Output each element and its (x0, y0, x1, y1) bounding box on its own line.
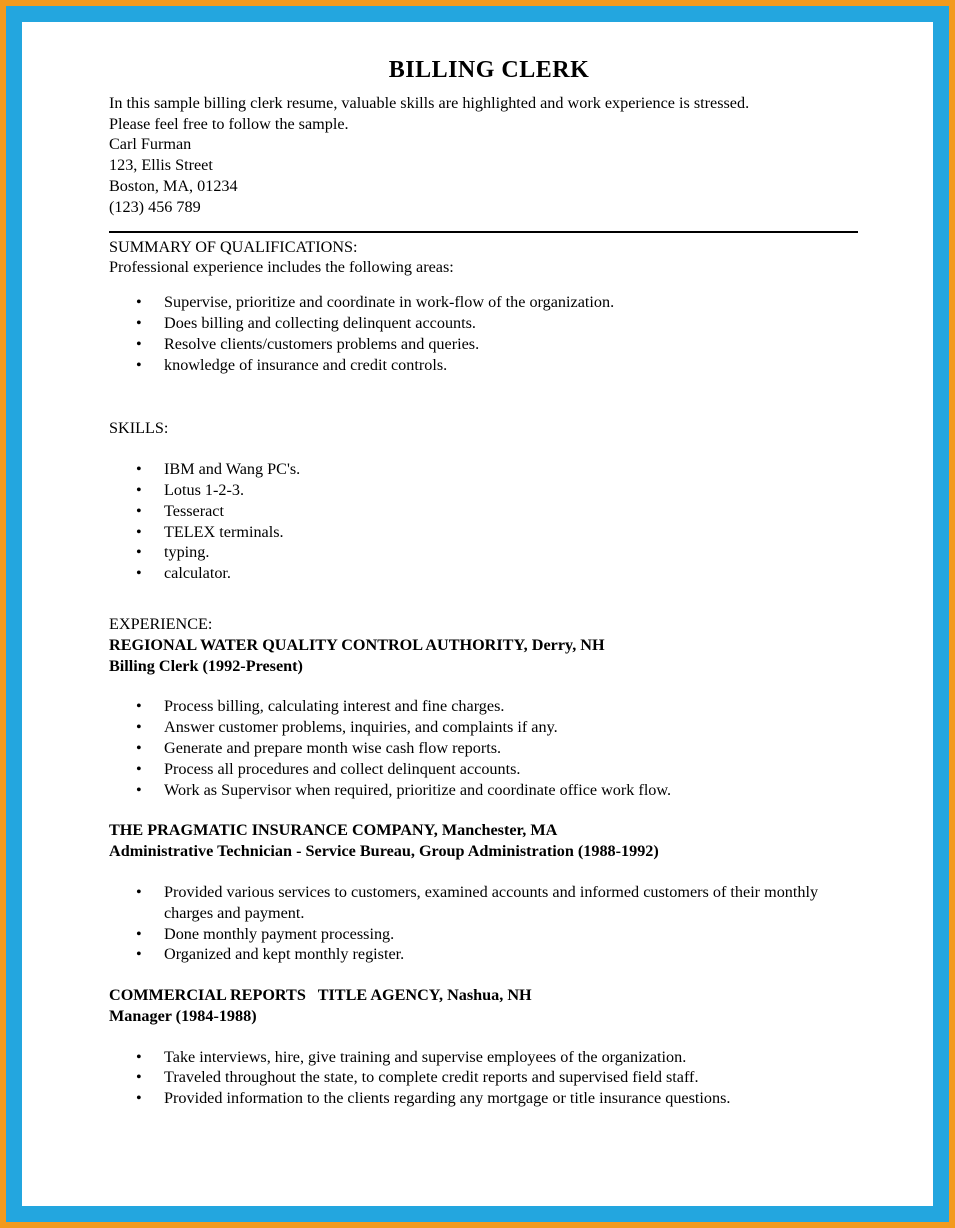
list-item: • TELEX terminals. (109, 522, 869, 543)
job-role: Manager (1984-1988) (109, 1006, 257, 1025)
job-duties-list (109, 696, 869, 800)
list-item: • Resolve clients/customers problems and queries. (109, 334, 869, 355)
list-item: • typing. (109, 542, 869, 563)
job-duties-list (109, 1047, 869, 1109)
list-item: • knowledge of insurance and credit controls. (109, 355, 869, 376)
resume-page (22, 22, 933, 1206)
contact-name: Carl Furman (109, 135, 192, 154)
list-item: • Provided information to the clients regarding any mortgage or title insurance questions. (109, 1088, 869, 1109)
list-item: • Traveled throughout the state, to complete credit reports and supervised field staff. (109, 1067, 869, 1088)
experience-heading: EXPERIENCE: (109, 614, 213, 633)
list-item: • Tesseract (109, 501, 869, 522)
job-company: REGIONAL WATER QUALITY CONTROL AUTHORITY, Derry, NH (109, 635, 605, 654)
list-item: • IBM and Wang PC's. (109, 459, 869, 480)
intro-line-2: Please feel free to follow the sample. (109, 114, 349, 133)
list-item: • Lotus 1-2-3. (109, 480, 869, 501)
list-item: • Provided various services to customers, examined accounts and informed customers of their monthly charges and payment. (109, 882, 869, 924)
job-company: COMMERCIAL REPORTS TITLE AGENCY, Nashua, NH (109, 986, 532, 1005)
list-item: • Done monthly payment processing. (109, 924, 869, 945)
skills-heading: SKILLS: (109, 419, 169, 438)
list-item: • Does billing and collecting delinquent accounts. (109, 313, 869, 334)
page-title: BILLING CLERK (388, 57, 590, 83)
summary-lead: Professional experience includes the following areas: (109, 258, 454, 277)
contact-phone: (123) 456 789 (109, 197, 201, 216)
summary-heading: SUMMARY OF QUALIFICATIONS: (109, 237, 358, 256)
list-item: • Answer customer problems, inquiries, and complaints if any. (109, 717, 869, 738)
job-company: THE PRAGMATIC INSURANCE COMPANY, Manchester, MA (109, 821, 558, 840)
list-item: • Supervise, prioritize and coordinate in work-flow of the organization. (109, 292, 869, 313)
skills-list (109, 459, 869, 584)
job-role: Billing Clerk (1992-Present) (109, 656, 303, 675)
list-item: • Generate and prepare month wise cash flow reports. (109, 738, 869, 759)
summary-list (109, 292, 869, 375)
list-item: • Organized and kept monthly register. (109, 944, 869, 965)
list-item: • Take interviews, hire, give training and supervise employees of the organization. (109, 1047, 869, 1068)
contact-street: 123, Ellis Street (109, 156, 213, 175)
list-item: • Process all procedures and collect delinquent accounts. (109, 759, 869, 780)
resume-content (109, 22, 869, 1109)
intro-line-1: In this sample billing clerk resume, valuable skills are highlighted and work experience is stressed. (109, 93, 750, 112)
contact-city: Boston, MA, 01234 (109, 176, 238, 195)
list-item: • calculator. (109, 563, 869, 584)
list-item: • Work as Supervisor when required, prioritize and coordinate office work flow. (109, 780, 869, 801)
job-duties-list (109, 882, 869, 965)
divider (109, 231, 858, 233)
job-role: Administrative Technician - Service Bureau, Group Administration (1988-1992) (109, 842, 659, 861)
list-item: • Process billing, calculating interest and fine charges. (109, 696, 869, 717)
